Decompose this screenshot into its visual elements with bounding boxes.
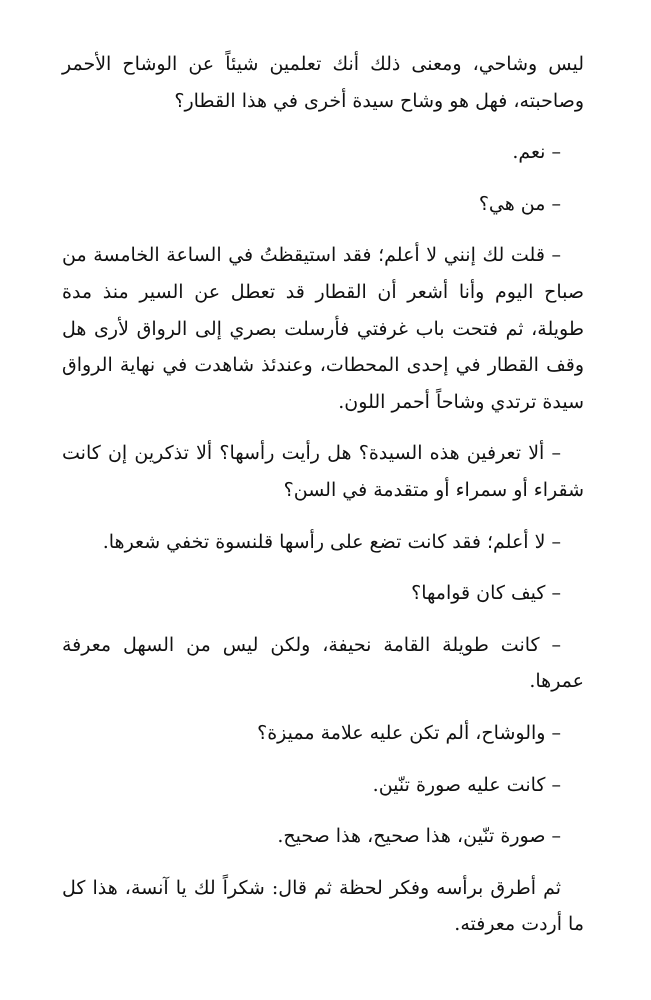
paragraph-7: – كيف كان قوامها؟ [411, 582, 561, 605]
paragraph-3: – من هي؟ [478, 192, 561, 215]
paragraph-1: ليس وشاحي، ومعنى ذلك أنك تعلمين شيئاً عن الوشاح الأحمر وصاحبته، فهل هو وشاح سيدة أخرى في هذا القطار؟ [62, 53, 584, 112]
paragraph-11: – صورة تنّين، هذا صحيح، هذا صحيح. [277, 825, 561, 848]
document-page [62, 46, 584, 958]
paragraph-12: ثم أطرق برأسه وفكر لحظة ثم قال: شكراً لك يا آنسة، هذا كل ما أردت معرفته. [62, 876, 584, 936]
paragraph-2: – نعم. [512, 141, 561, 164]
paragraph-9: – والوشاح، ألم تكن عليه علامة مميزة؟ [257, 721, 561, 744]
paragraph-8: – كانت طويلة القامة نحيفة، ولكن ليس من السهل معرفة عمرها. [62, 633, 584, 693]
paragraph-6: – لا أعلم؛ فقد كانت تضع على رأسها قلنسوة تخفي شعرها. [102, 530, 561, 553]
paragraph-4: – قلت لك إنني لا أعلم؛ فقد استيقظتُ في الساعة الخامسة من صباح اليوم وأنا أشعر أن القطار قد تعطل عن السير منذ مدة طويلة، ثم فتحت باب غرفتي فأرسلت بصري إلى الرواق لأرى هل وقف القطار في إحدى المحطات، وعندئذ شاهدت في نهاية الرواق سيدة ترتدي وشاحاً أحمر اللون. [62, 244, 584, 413]
paragraph-10: – كانت عليه صورة تنّين. [372, 773, 561, 796]
paragraph-5: – ألا تعرفين هذه السيدة؟ هل رأيت رأسها؟ ألا تذكرين إن كانت شقراء أو سمراء أو متقدمة في السن؟ [62, 442, 584, 501]
